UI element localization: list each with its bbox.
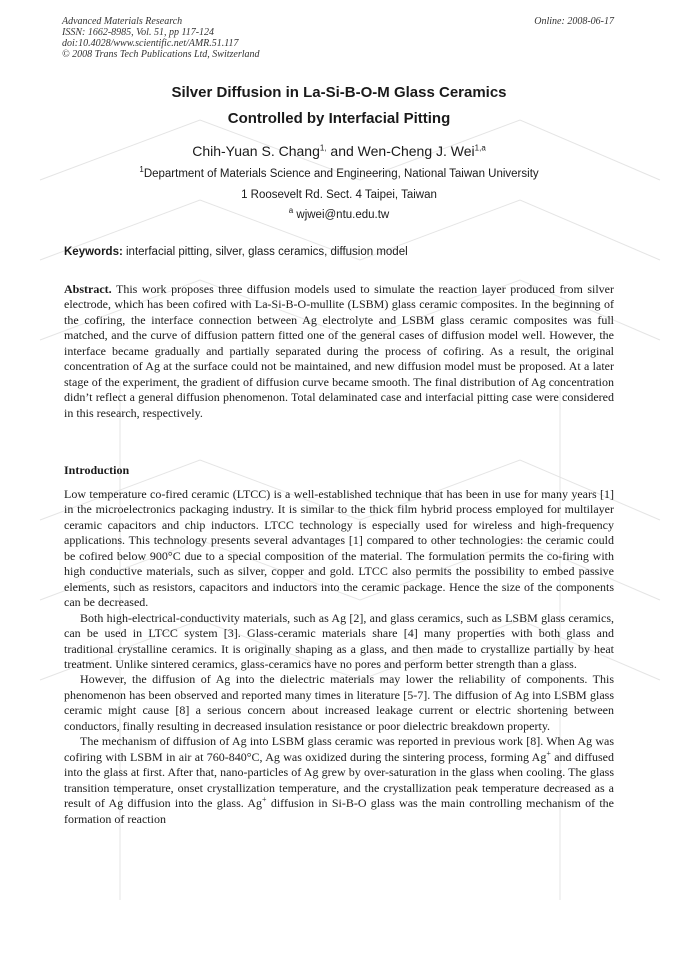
keywords-label: Keywords: (64, 246, 123, 258)
affiliation-mark-1: 1 (139, 165, 144, 175)
keywords (64, 246, 614, 258)
journal-doi[interactable]: doi:10.4028/www.scientific.net/AMR.51.117 (62, 38, 239, 49)
abstract (64, 282, 617, 421)
abstract-text: This work proposes three diffusion models used to simulate the reaction layer produced from silver electrode, which has been cofired with La-Si-B-O-mullite (LSBM) glass ceramic composites. In the beginning of the cofiring, the interface connection between Ag electrolyte and LSBM glass ceramic composites was full matched, and the curve of diffusion pattern fitted one of the general cases of diffusion model well. However, the interface became gradually and partially separated during the process of cofiring. As a result, the original concentration of Ag at the surface could not be maintained, and new diffusion model must be proposed. At a later stage of the experiment, the gradient of diffusion curve became smooth. The final distribution of Ag concentration didn’t reflect a general diffusion phenomenon. Total delaminated case and interfacial pitting case were considered in this research, respectively. (64, 282, 617, 420)
affiliation-department: Department of Materials Science and Engineering, National Taiwan University (143, 168, 539, 180)
affiliation-mark-a: a (288, 206, 294, 216)
introduction-paragraph-4-part-2: and diffused into the glass at first. After that, nano-particles of Ag grew by over-saturation in the glass when cooling. The glass transition temperature, onset crystallization temperature, and the crystallization peak temperature decreased as a result of Ag diffusion into the glass. Ag (64, 749, 617, 811)
introduction-paragraph-4-part-3: diffusion in Si-B-O glass was the main controlling mechanism of the formation of reaction (64, 796, 617, 826)
journal-header (62, 16, 260, 60)
author-2-affiliation-mark: 1,a (474, 143, 486, 153)
journal-copyright: © 2008 Trans Tech Publications Ltd, Switzerland (62, 49, 260, 60)
affiliation-line-1 (62, 165, 616, 180)
author-1-affiliation-mark: 1, (319, 143, 327, 153)
abstract-label: Abstract. (64, 282, 112, 296)
introduction-paragraph-2: Both high-electrical-conductivity materials, such as Ag [2], and glass ceramics, such as LSBM glass ceramics, can be used in LTCC system [3]. Glass-ceramic materials share [4] many properties with both glass and traditional crystalline ceramics. It is originally shaping as a glass, and then made to crystallize partially by heat treatment. Unlike sintered ceramics, glass-ceramics have no pores and perform better strength than a glass. (64, 610, 614, 671)
journal-issn: ISSN: 1662-8985, Vol. 51, pp 117-124 (62, 27, 215, 38)
affiliation-email-line (62, 206, 616, 221)
author-conjunction: and (326, 143, 358, 159)
author-email[interactable]: wjwei@ntu.edu.tw (293, 209, 390, 221)
introduction-paragraph-3: However, the diffusion of Ag into the dielectric materials may lower the reliability of components. This phenomenon has been observed and reported many times in literature [5-7]. The diffusion of Ag into LSBM glass ceramic might cause [8] a serious concern about increased leakage current or electric shortening between conductors, finally resulting in decreased insulation resistance or poor dielectric breakdown property. (64, 672, 614, 733)
paper-title-line-1: Silver Diffusion in La-Si-B-O-M Glass Ceramics (171, 84, 507, 101)
introduction-body (64, 487, 617, 827)
introduction-paragraph-1: Low temperature co-fired ceramic (LTCC) is a well-established technique that has been in use for many years [1] in the microelectronics packaging industry. It is similar to the thick film hybrid process employed for multilayer ceramic capacitors and chip inductors. LTCC technology is especially used for wireless and high-frequency applications. This technology presents several advantages [1] compared to other technologies: the ceramic could be cofired below 900°C due to a special composition of the material. The formulation permits the co-firing with high conductive materials, such as silver, copper and gold. LTCC also permits the possibility to embed passive elements, such as resistors, capacitors and inductors into the ceramic package. Hence the size of the components can be decreased. (64, 487, 614, 610)
introduction-heading: Introduction (64, 463, 130, 477)
author-2: Wen-Cheng J. Wei (357, 143, 475, 159)
introduction-paragraph-4-part-1: The mechanism of diffusion of Ag into LSBM glass ceramic was reported in previous work [8]. When Ag was cofiring with LSBM in air at 760-840°C, Ag was oxidized during the sintering process, forming Ag (64, 734, 614, 764)
online-date: Online: 2008-06-17 (534, 16, 614, 27)
journal-name: Advanced Materials Research (62, 16, 183, 27)
silver-ion-charge-2: + (262, 795, 267, 805)
paper-title-line-2: Controlled by Interfacial Pitting (227, 110, 451, 127)
introduction-paragraph-4 (64, 734, 617, 827)
silver-ion-charge-1: + (546, 748, 551, 758)
author-list (62, 143, 616, 159)
keywords-text: interfacial pitting, silver, glass ceramics, diffusion model (122, 246, 408, 258)
author-1: Chih-Yuan S. Chang (192, 143, 320, 159)
affiliation-address: 1 Roosevelt Rd. Sect. 4 Taipei, Taiwan (241, 189, 437, 201)
